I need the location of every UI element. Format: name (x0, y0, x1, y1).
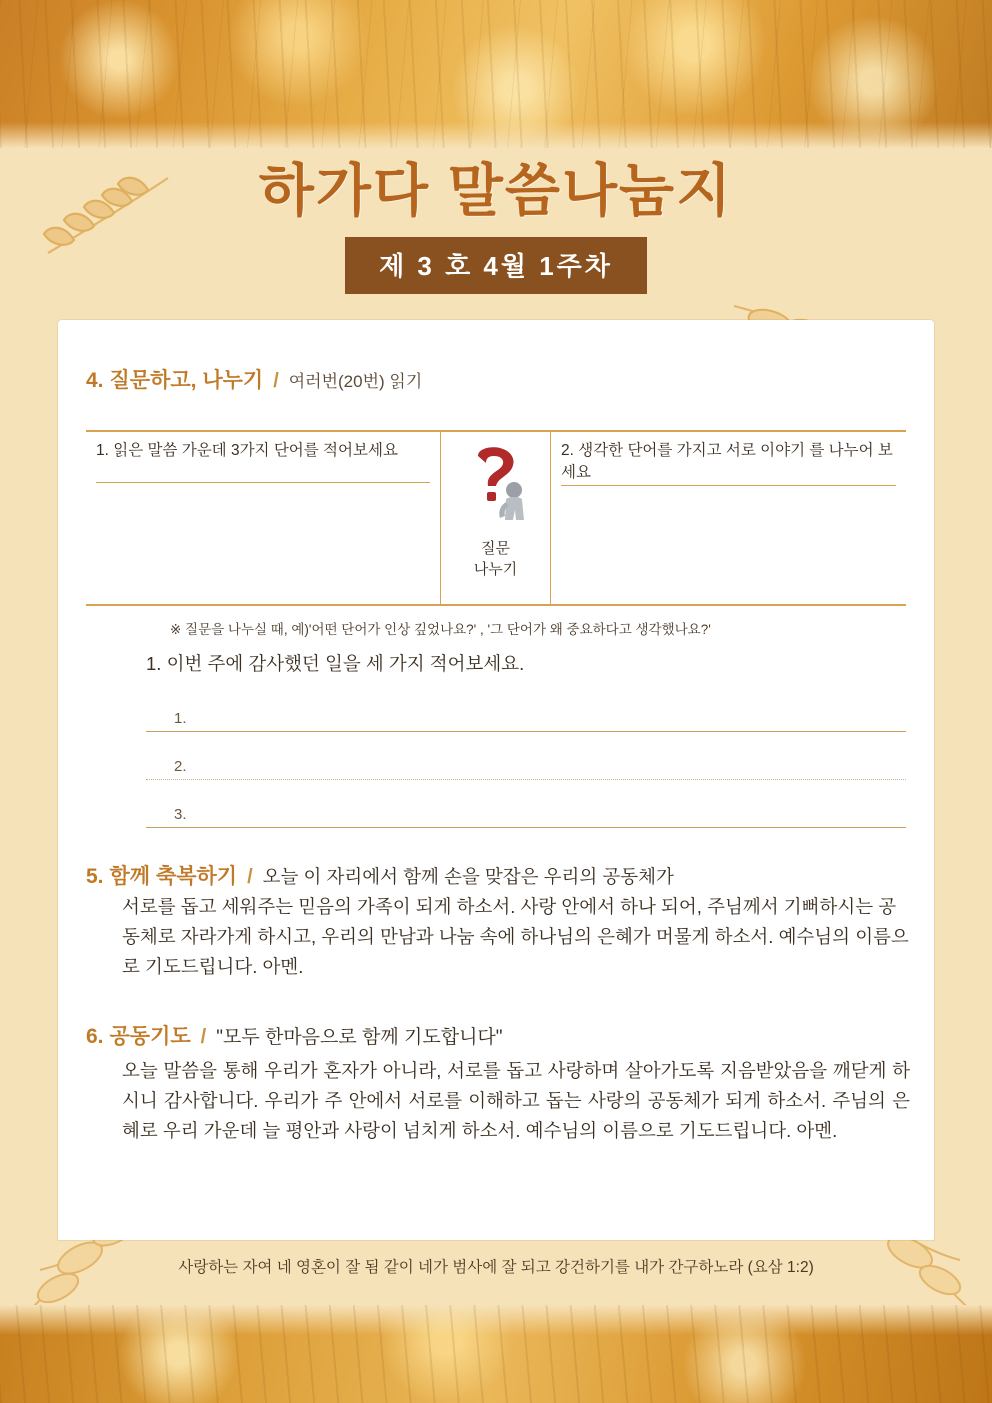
bottom-band-fade (0, 1305, 992, 1335)
right-answer-area[interactable] (561, 486, 896, 558)
section-4-title: 질문하고, 나누기 (109, 369, 264, 392)
issue-badge: 제 3 호 4월 1주차 (345, 237, 647, 294)
left-prompt: 1. 읽은 말씀 가운데 3가지 단어를 적어보세요 (96, 442, 398, 459)
answer-line-1-label: 1. (174, 710, 187, 727)
footer-verse: 사랑하는 자여 네 영혼이 잘 됨 같이 네가 범사에 잘 되고 강건하기를 내가 간구하노라 (요삼 1:2) (178, 1259, 814, 1276)
section-6-slash: / (200, 1026, 207, 1048)
center-label-line1: 질문 (481, 540, 510, 557)
section-5-number: 5. (86, 865, 104, 888)
section-4-slash: / (273, 370, 279, 392)
section-6-number: 6. (86, 1025, 104, 1048)
question-mark-person-icon (458, 446, 534, 538)
left-answer-area[interactable] (96, 483, 430, 555)
right-prompt: 2. 생각한 단어를 가지고 서로 이야기 를 나누어 보세요 (561, 442, 893, 482)
table-row (86, 432, 906, 604)
right-column (551, 432, 906, 604)
answer-line-3[interactable] (146, 780, 906, 828)
question-tip: ※ 질문을 나누실 때, 예)'어떤 단어가 인상 깊었나요?' , '그 단어가 왜 중요하다고 생각했나요?' (170, 622, 711, 637)
section-6-quote: "모두 한마음으로 함께 기도합니다" (216, 1027, 503, 1048)
question-icon-block (451, 440, 540, 596)
section-5-heading (86, 860, 910, 890)
section-5-lead: 오늘 이 자리에서 함께 손을 맞잡은 우리의 공동체가 (262, 866, 674, 887)
page-title: 하가다 말씀나눔지 (258, 159, 734, 223)
question-share-table (86, 430, 906, 606)
section-6-title: 공동기도 (109, 1025, 191, 1048)
answer-line-3-label: 3. (174, 806, 187, 823)
left-column (86, 432, 441, 604)
section-6-body: 오늘 말씀을 통해 우리가 혼자가 아니라, 서로를 돕고 사랑하며 살아가도록 지음받았음을 깨닫게 하시니 감사합니다. 우리가 주 안에서 서로를 이해하고 돕는 사랑의 공동체가 되게 하소서. 주님의 은혜로 우리 가운데 늘 평안과 사랑이 넘치게 하소서. 예수님의 이름으로 기도드립니다. 아멘. (122, 1060, 910, 1141)
section-4-note: 여러번(20번) 읽기 (288, 372, 423, 391)
bottom-photo-band (0, 1305, 992, 1403)
answer-line-1[interactable] (146, 684, 906, 732)
section-6 (86, 1020, 910, 1146)
poster-header (0, 160, 992, 294)
section-5-title: 함께 축복하기 (109, 865, 238, 888)
section-5-slash: / (247, 866, 253, 888)
section-4-number: 4. (86, 369, 104, 392)
gratitude-question: 1. 이번 주에 감사했던 일을 세 가지 적어보세요. (146, 653, 525, 674)
section-5-body: 서로를 돕고 세워주는 믿음의 가족이 되게 하소서. 사랑 안에서 하나 되어, 주님께서 기뻐하시는 공동체로 자라가게 하시고, 우리의 만남과 나눔 속에 하나님의 은혜가 머물게 하소서. 예수님의 이름으로 기도드립니다. 아멘. (122, 896, 909, 977)
section-4-heading (86, 364, 906, 394)
section-5 (86, 860, 910, 982)
answer-line-2[interactable] (146, 732, 906, 780)
center-column (441, 432, 551, 604)
answer-line-2-label: 2. (174, 758, 187, 775)
center-label-line2: 나누기 (473, 560, 518, 578)
content-card (58, 320, 934, 1240)
top-photo-band (0, 0, 992, 148)
section-6-heading (86, 1020, 910, 1050)
top-band-fade (0, 122, 992, 148)
gratitude-answer-lines (146, 684, 906, 828)
